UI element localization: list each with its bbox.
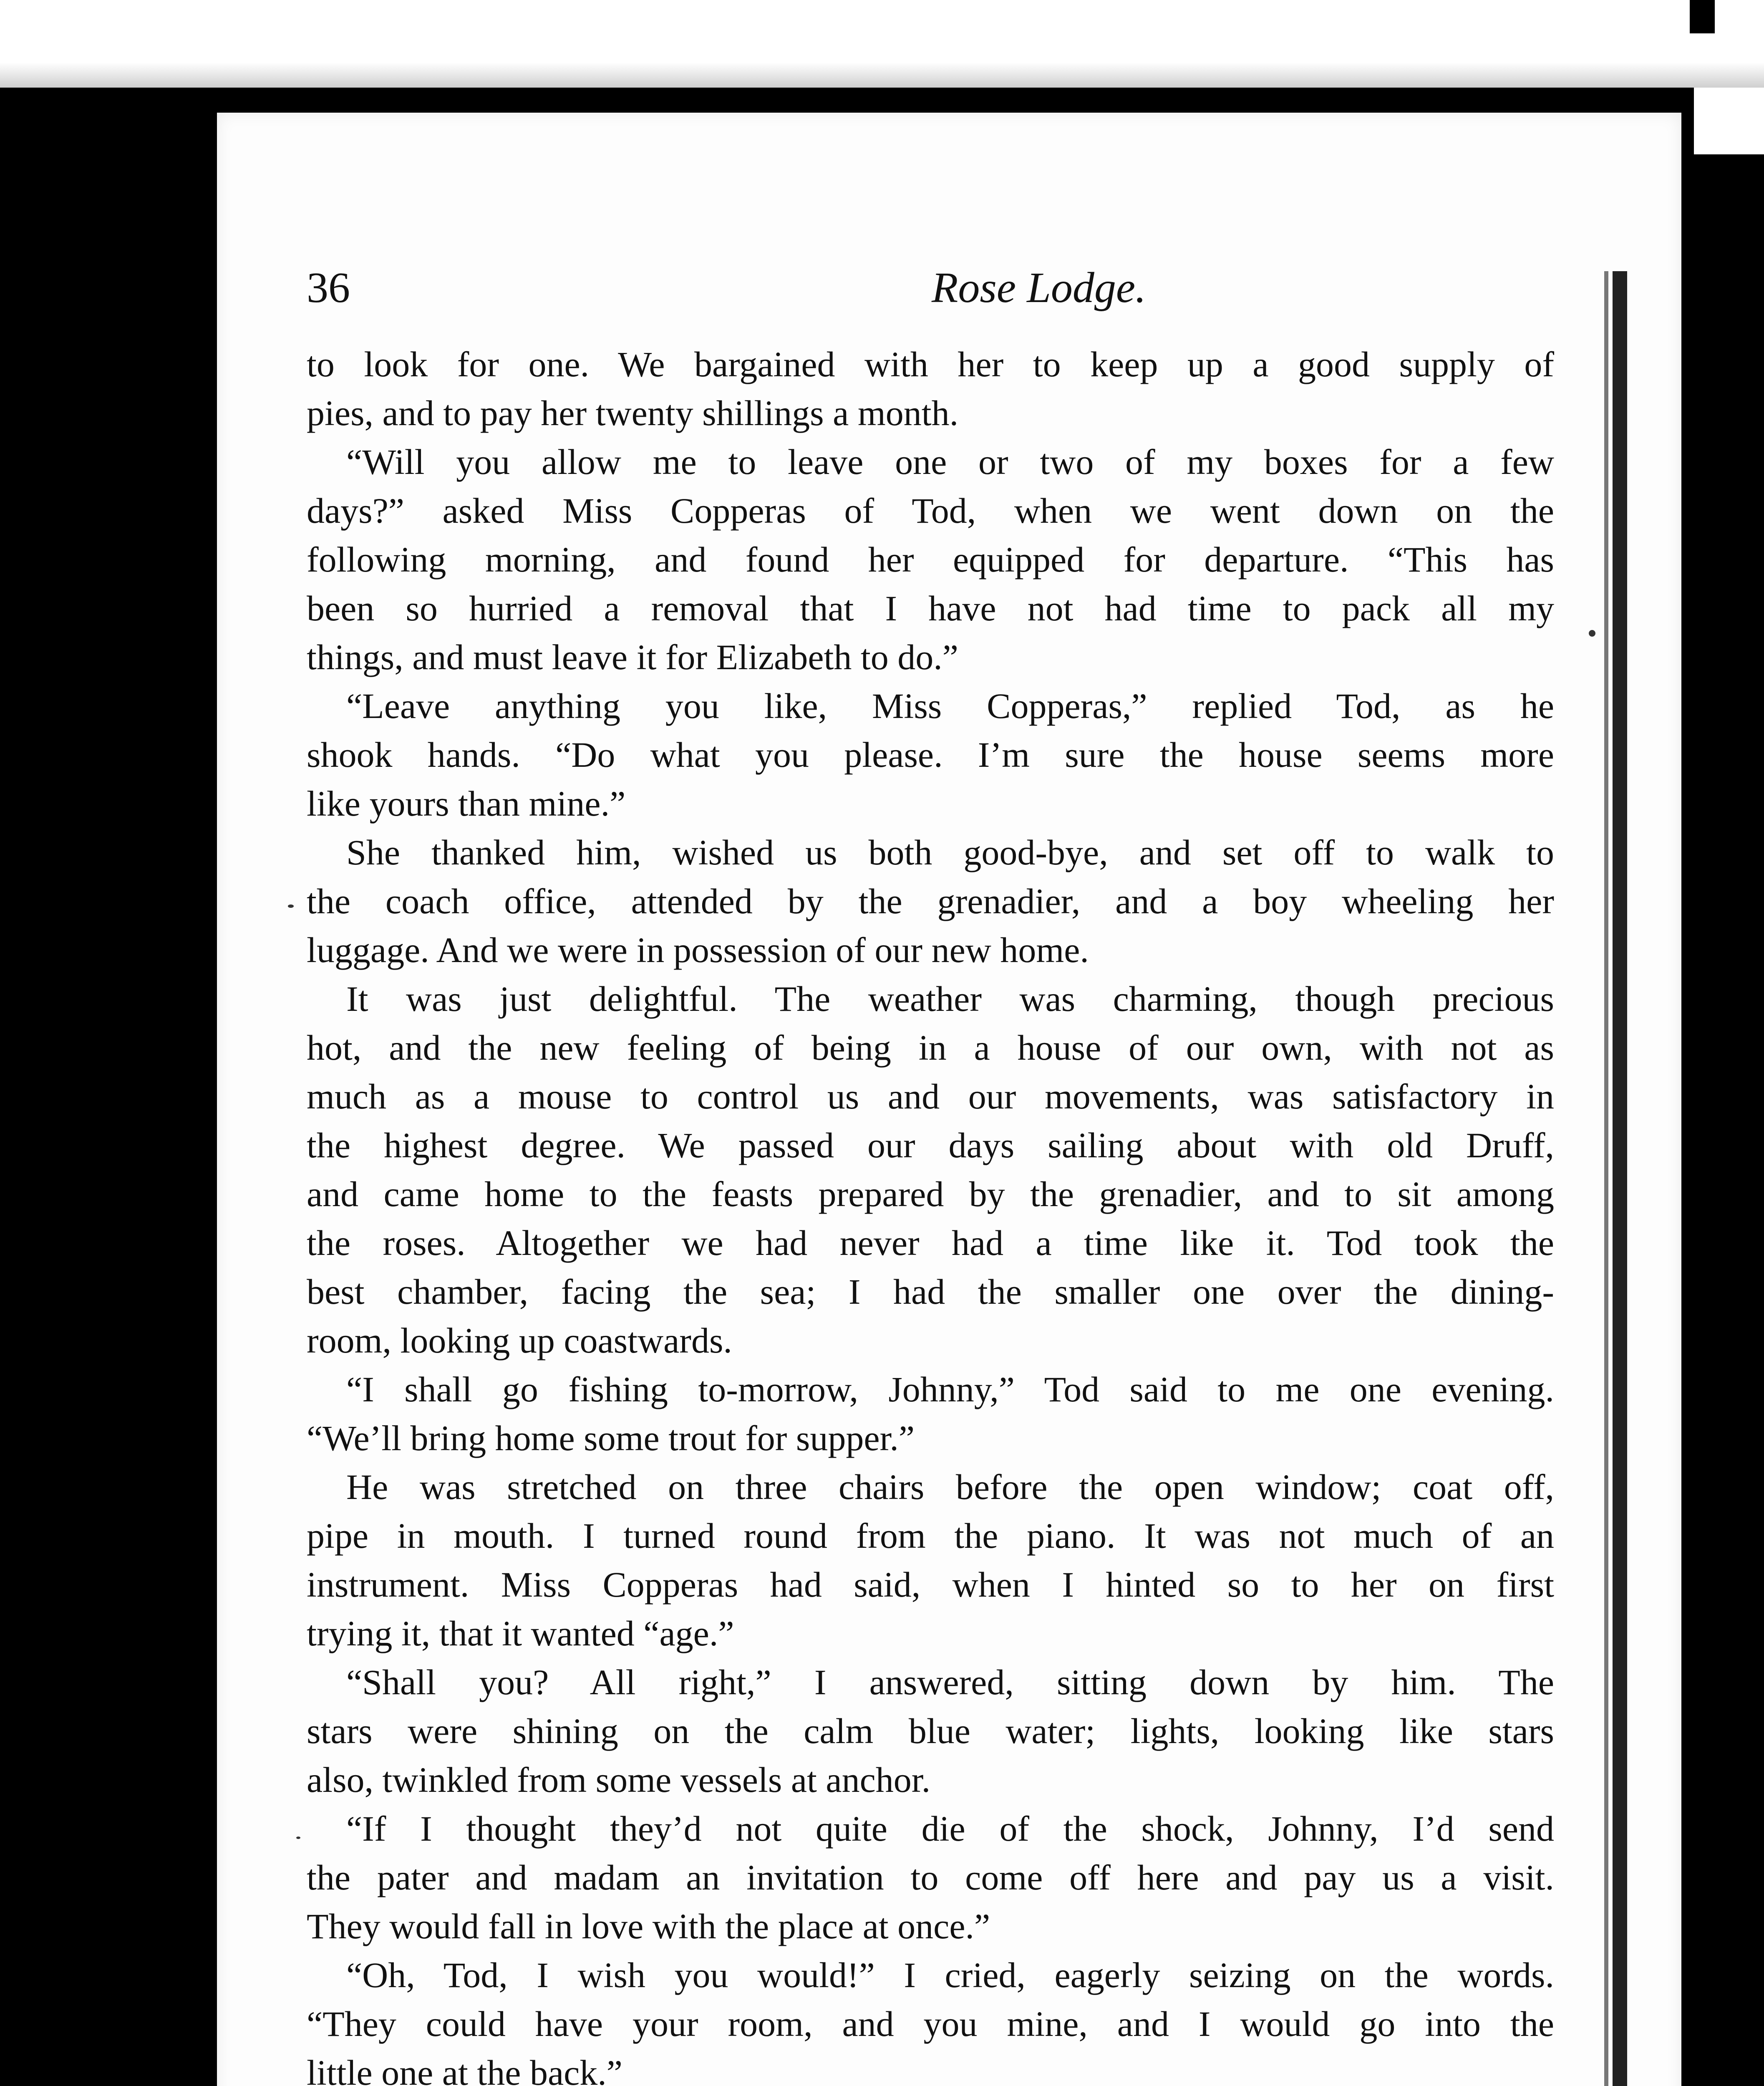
text-line: best chamber, facing the sea; I had the smaller one over the dining-	[307, 1272, 1554, 1312]
text-line: the coach office, attended by the grenadier, and a boy wheeling her	[307, 881, 1554, 921]
text-line: luggage. And we were in possession of our new home.	[307, 930, 1089, 970]
running-title: Rose Lodge.	[931, 264, 1147, 312]
text-line: They would fall in love with the place at once.”	[307, 1906, 990, 1946]
text-line: “Shall you? All right,” I answered, sitting down by him. The	[346, 1662, 1554, 1702]
text-line: shook hands. “Do what you please. I’m sure the house seems more	[307, 735, 1554, 775]
text-line: also, twinkled from some vessels at anchor.	[307, 1760, 931, 1800]
text-line: instrument. Miss Copperas had said, when I hinted so to her on first	[307, 1564, 1554, 1605]
text-line: stars were shining on the calm blue water; lights, looking like stars	[307, 1711, 1554, 1751]
ink-speck	[1589, 630, 1595, 637]
ink-speck	[296, 1837, 300, 1839]
text-line: “Oh, Tod, I wish you would!” I cried, eagerly seizing on the words.	[346, 1955, 1554, 1995]
text-line: “They could have your room, and you mine, and I would go into the	[307, 2004, 1554, 2044]
right-scan-border	[1681, 88, 1764, 2086]
ink-speck	[288, 904, 294, 908]
running-head	[307, 263, 1554, 313]
text-line: to look for one. We bargained with her to keep up a good supply of	[307, 344, 1554, 384]
text-line: “Leave anything you like, Miss Copperas,” replied Tod, as he	[346, 686, 1554, 726]
text-line: “If I thought they’d not quite die of the shock, Johnny, I’d send	[346, 1809, 1554, 1849]
text-line: pipe in mouth. I turned round from the piano. It was not much of an	[307, 1516, 1554, 1556]
page-number: 36	[307, 264, 350, 312]
text-line: following morning, and found her equipped for departure. “This has	[307, 539, 1554, 579]
text-line: the roses. Altogether we had never had a time like it. Tod took the	[307, 1223, 1554, 1263]
text-line: much as a mouse to control us and our movements, was satisfactory in	[307, 1076, 1554, 1116]
text-line: things, and must leave it for Elizabeth to do.”	[307, 637, 958, 677]
left-scan-border	[0, 88, 217, 2086]
text-line: and came home to the feasts prepared by the grenadier, and to sit among	[307, 1174, 1554, 1214]
text-line: room, looking up coastwards.	[307, 1320, 732, 1360]
top-right-binding-mark	[1690, 0, 1715, 33]
text-line: hot, and the new feeling of being in a house of our own, with not as	[307, 1028, 1554, 1068]
page-binding-shadow	[1604, 271, 1608, 2086]
text-line: been so hurried a removal that I have not had time to pack all my	[307, 588, 1554, 628]
text-line: like yours than mine.”	[307, 784, 626, 824]
text-line: He was stretched on three chairs before the open window; coat off,	[346, 1467, 1554, 1507]
text-line: days?” asked Miss Copperas of Tod, when we went down on the	[307, 491, 1554, 531]
text-line: little one at the back.”	[307, 2053, 622, 2086]
text-line: “We’ll bring home some trout for supper.”	[307, 1418, 915, 1458]
top-page-edge-shadow	[0, 63, 1764, 88]
text-line: pies, and to pay her twenty shillings a month.	[307, 393, 959, 433]
text-line: the pater and madam an invitation to come off here and pay us a visit.	[307, 1857, 1554, 1897]
text-line: trying it, that it wanted “age.”	[307, 1613, 734, 1653]
text-line: “I shall go fishing to-morrow, Johnny,” Tod said to me one evening.	[346, 1369, 1554, 1409]
right-scan-border-highlight	[1694, 88, 1764, 154]
page-binding-edge	[1613, 271, 1627, 2086]
text-line: the highest degree. We passed our days sailing about with old Druff,	[307, 1125, 1554, 1165]
body-text	[307, 340, 1554, 2086]
text-line: “Will you allow me to leave one or two of my boxes for a few	[346, 442, 1554, 482]
text-line: She thanked him, wished us both good-bye, and set off to walk to	[346, 832, 1554, 872]
text-line: It was just delightful. The weather was charming, though precious	[346, 979, 1554, 1019]
